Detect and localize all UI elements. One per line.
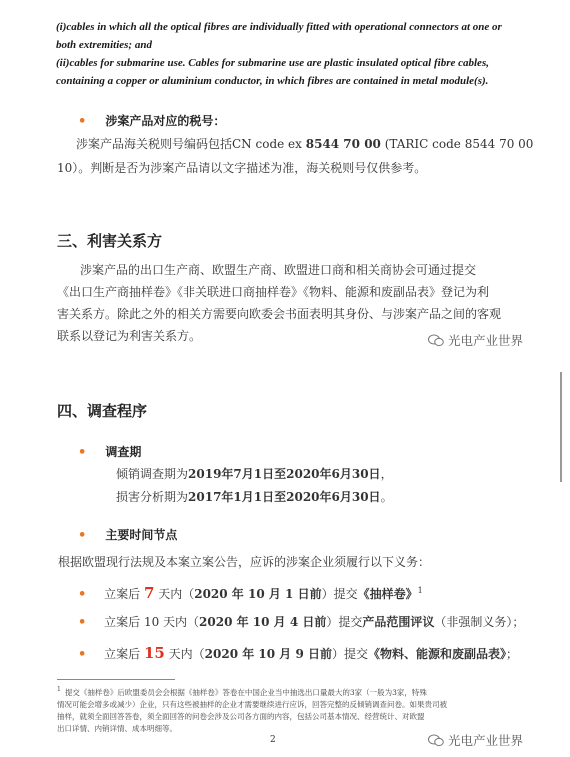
injury-suffix: 。	[380, 490, 393, 504]
item-mid: 天内（	[164, 647, 205, 661]
footnote	[57, 684, 537, 735]
page-number: 2	[270, 735, 276, 745]
section4-title: 四、调查程序	[57, 402, 148, 420]
dumping-suffix: ，	[380, 467, 393, 481]
english-line-3: (ii)cables for submarine use. Cables for submarine use are plastic insulated optical fibre cables,	[56, 57, 489, 69]
section3-line4: 联系以登记为利害关系方。	[57, 329, 202, 343]
footnote-line-1: 提交《抽样卷》后欧盟委员会会根据《抽样卷》答卷在中国企业当中抽选出口量最大的3家（一般为3家，特殊	[64, 687, 427, 697]
english-line-4: containing a copper or aluminium conductor, in which fibres are contained in metal module(s).	[56, 75, 489, 87]
injury-prefix: 损害分析期为	[116, 490, 189, 504]
tax-paragraph	[76, 133, 556, 155]
timeline-heading: 主要时间节点	[105, 528, 178, 542]
timeline-item	[78, 643, 518, 665]
wechat-icon	[428, 334, 444, 347]
item-post: ）提交	[326, 615, 363, 629]
tax-line2: 10）。判断是否为涉案产品请以文字描述为准，海关税则号仅供参考。	[57, 161, 427, 175]
english-line-2: both extremities; and	[56, 39, 152, 51]
timeline-intro: 根据欧盟现行法规及本案立案公告，应诉的涉案企业须履行以下义务：	[58, 555, 431, 569]
section3-title: 三、利害关系方	[57, 232, 163, 250]
footnote-separator	[57, 679, 175, 680]
english-line-1: (i)cables in which all the optical fibres are individually fitted with operational connectors at one or	[56, 21, 502, 33]
item-mid: 天内（	[154, 587, 195, 601]
page-edge-line	[560, 372, 562, 482]
dumping-prefix: 倾销调查期为	[116, 467, 189, 481]
tax-code: 8544 70 00	[305, 137, 381, 151]
tax-heading-row	[78, 110, 225, 129]
item-post: ）提交	[332, 647, 369, 661]
item-tail: ；	[506, 647, 519, 661]
wechat-icon	[428, 734, 444, 747]
period-heading: 调查期	[105, 445, 142, 459]
item-doc: 《物料、能源和废副品表》	[368, 647, 507, 661]
watermark-top	[428, 331, 523, 349]
footnote-ref: 1	[417, 586, 423, 595]
item-post: ）提交	[321, 587, 358, 601]
watermark-text: 光电产业世界	[448, 733, 524, 748]
bullet-icon: •	[78, 615, 87, 630]
footnote-mark: 1	[57, 686, 61, 693]
section3-line1: 涉案产品的出口生产商、欧盟生产商、欧盟进口商和相关商协会可通过提交	[80, 263, 477, 277]
timeline-item	[78, 581, 423, 605]
tax-heading: 涉案产品对应的税号：	[105, 114, 226, 128]
item-date: 2020 年 10 月 4 日前	[199, 615, 327, 629]
tax-line1-prefix: 涉案产品海关税则号编码包括CN code ex	[76, 137, 306, 151]
timeline-item	[78, 612, 524, 633]
dumping-period	[116, 464, 393, 484]
item-days: 15	[143, 644, 165, 662]
period-heading-row	[78, 441, 141, 460]
watermark-bottom	[428, 731, 523, 749]
injury-value: 2017年1月1日至2020年6月30日	[188, 490, 381, 504]
item-doc: 产品范围评议	[362, 615, 435, 629]
footnote-line-3: 抽样，就须全面回答答卷，须全面回答的问卷会涉及公司各方面的内容，包括公司基本情况、经营统计、对欧盟	[57, 711, 425, 721]
bullet-icon: •	[78, 647, 87, 662]
footnote-line-2: 情况可能会增多或减少）企业，只有这些被抽样的企业才需要继续进行应诉，回答完整的反倾销调查问卷。如果贵司被	[57, 699, 447, 709]
bullet-icon: •	[78, 587, 87, 602]
item-days: 7	[143, 584, 155, 602]
dumping-value: 2019年7月1日至2020年6月30日	[188, 467, 381, 481]
item-tail: （非强制义务）；	[434, 615, 525, 629]
injury-period	[116, 487, 393, 507]
item-doc: 《抽样卷》	[357, 587, 418, 601]
section3-line3: 害关系方。除此之外的相关方需要向欧委会书面表明其身份、与涉案产品之间的客观	[57, 307, 502, 321]
item-pre: 立案后	[104, 587, 144, 601]
item-date: 2020 年 10 月 9 日前	[204, 647, 333, 661]
item-date: 2020 年 10 月 1 日前	[194, 587, 322, 601]
bullet-icon: •	[78, 445, 87, 460]
item-pre: 立案后	[104, 647, 144, 661]
item-pre: 立案后 10 天内（	[104, 615, 200, 629]
timeline-heading-row	[78, 524, 177, 543]
watermark-text: 光电产业世界	[448, 333, 524, 348]
bullet-icon: •	[78, 528, 87, 543]
bullet-icon: •	[78, 114, 87, 129]
section3-line2: 《出口生产商抽样卷》《非关联进口商抽样卷》《物料、能源和废副品表》登记为利	[57, 285, 490, 299]
tax-line1-suffix: (TARIC code 8544 70 00	[380, 137, 534, 151]
footnote-line-4: 出口详情、内销详情、成本明细等。	[57, 723, 177, 733]
